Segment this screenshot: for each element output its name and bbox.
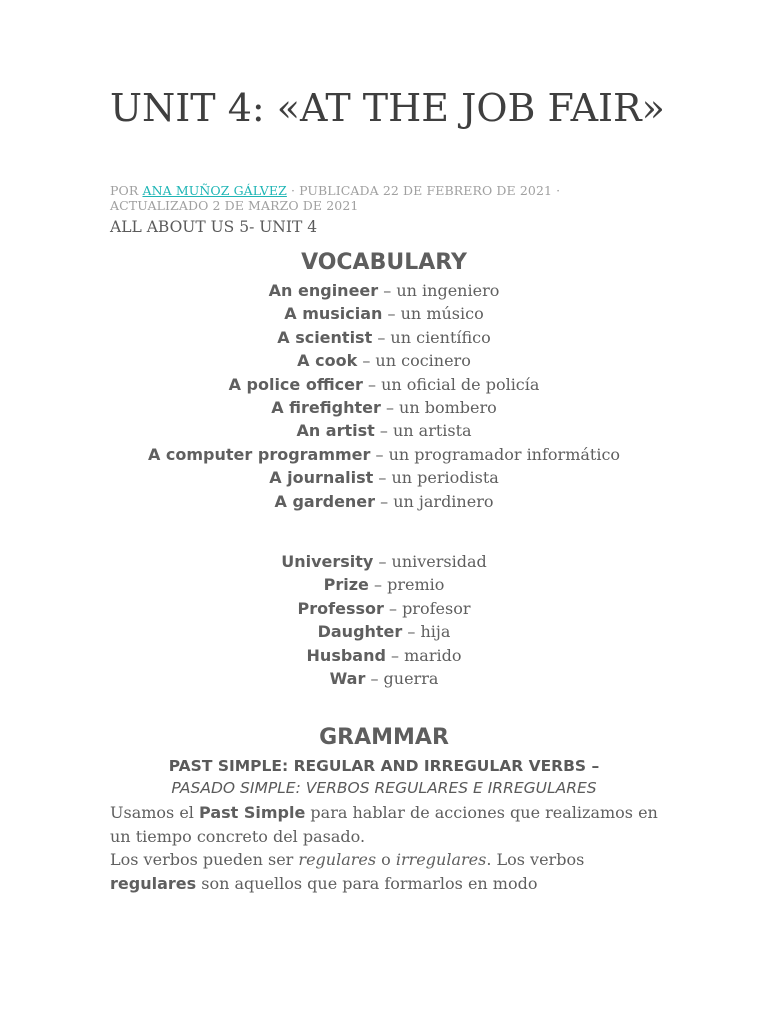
vocab-term: An engineer [268,281,379,300]
page-title: UNIT 4: «AT THE JOB FAIR» [110,86,665,130]
author-link[interactable]: ANA MUÑOZ GÁLVEZ [142,183,287,198]
vocab-definition: premio [387,575,445,595]
vocab-term: An artist [296,421,375,441]
meta-updated: ACTUALIZADO 2 DE MARZO DE 2021 [110,197,359,213]
text-run-bold: Past Simple [199,803,306,822]
vocab-definition: un jardinero [393,491,494,511]
vocab-term: University [281,552,374,571]
vocab-term: A firefighter [271,398,381,418]
text-run: Usamos el [110,803,200,822]
vocab-definition: un artista [392,421,472,441]
meta-by: POR [110,183,139,198]
vocab-definition: universidad [391,552,487,571]
vocab-definition: guerra [383,669,439,689]
grammar-subheading-es: PASADO SIMPLE: VERBOS REGULARES E IRREGULARES [171,779,597,797]
post-meta [110,184,670,213]
vocab-item [0,373,768,396]
vocabulary-jobs-list [0,279,768,513]
vocab-term: A gardener [274,491,376,511]
vocab-term: A cook [297,351,358,371]
vocab-separator: – [374,421,393,441]
article-subtitle: ALL ABOUT US 5- UNIT 4 [110,218,318,236]
vocab-separator: – [368,575,388,595]
vocab-term: Daughter [317,622,403,642]
text-run-italic: irregulares [395,850,487,869]
vocab-term: A police officer [228,374,363,394]
vocab-definition: un programador informático [388,444,621,464]
vocab-definition: un científico [390,327,491,347]
vocab-item [0,550,768,573]
vocab-item [0,490,768,513]
vocab-item [0,644,768,667]
vocab-definition: marido [404,645,462,665]
vocab-item [0,349,768,372]
grammar-heading: GRAMMAR [319,725,449,750]
text-run: . Los verbos [486,850,585,869]
vocab-item [0,466,768,489]
text-run: o [376,850,396,869]
grammar-subheading: PAST SIMPLE: REGULAR AND IRREGULAR VERBS – [168,757,600,775]
vocab-separator: – [362,374,382,394]
vocab-item [0,620,768,643]
vocab-definition: un oficial de policía [381,374,540,394]
vocab-definition: profesor [402,598,471,618]
vocab-term: Husband [306,645,386,665]
text-run: Los verbos pueden ser [110,850,299,869]
vocabulary-heading: VOCABULARY [301,250,467,275]
vocab-separator: – [372,327,391,347]
vocab-separator: – [402,622,421,642]
vocab-item [0,419,768,442]
vocab-separator: – [370,444,389,464]
vocab-separator: – [357,351,376,371]
vocab-item [0,302,768,325]
vocab-separator: – [365,669,384,689]
text-run: son aquellos que para formarlos en modo [196,873,538,893]
vocab-item [0,597,768,620]
vocab-item [0,279,768,302]
vocab-term: A scientist [277,327,373,347]
vocabulary-section [0,250,768,275]
text-run: para hablar de acciones que realizamos en un tiempo concreto del pasado. [110,803,658,846]
vocab-separator: – [373,468,392,488]
vocab-separator: – [383,598,403,618]
vocab-item [0,667,768,690]
vocab-term: Professor [297,598,384,618]
text-run-bold: regulares [110,873,197,893]
vocab-definition: un periodista [391,468,499,488]
vocab-item [0,396,768,419]
vocab-definition: hija [420,622,451,642]
vocab-term: War [329,669,366,689]
vocab-definition: un músico [400,304,484,324]
vocab-item [0,573,768,596]
text-run-italic: regulares [298,850,377,869]
vocab-term: Prize [323,575,369,595]
vocab-definition: un bombero [399,398,497,418]
vocab-separator: – [373,552,392,571]
meta-published: · PUBLICADA 22 DE FEBRERO DE 2021 · [290,183,561,198]
vocab-separator: – [380,398,400,418]
vocab-definition: un cocinero [375,351,471,371]
vocab-item [0,326,768,349]
vocab-separator: – [375,491,394,511]
grammar-section [0,725,768,750]
vocab-term: A computer programmer [147,444,371,464]
vocab-term: A journalist [269,468,374,488]
vocab-separator: – [378,281,397,300]
grammar-paragraph [110,801,670,895]
vocab-definition: un ingeniero [396,281,500,300]
vocab-separator: – [385,645,405,665]
vocab-term: A musician [284,304,383,324]
vocab-separator: – [382,304,401,324]
grammar-subheading-block [0,755,768,799]
vocabulary-words-list [0,550,768,690]
vocab-item [0,443,768,466]
